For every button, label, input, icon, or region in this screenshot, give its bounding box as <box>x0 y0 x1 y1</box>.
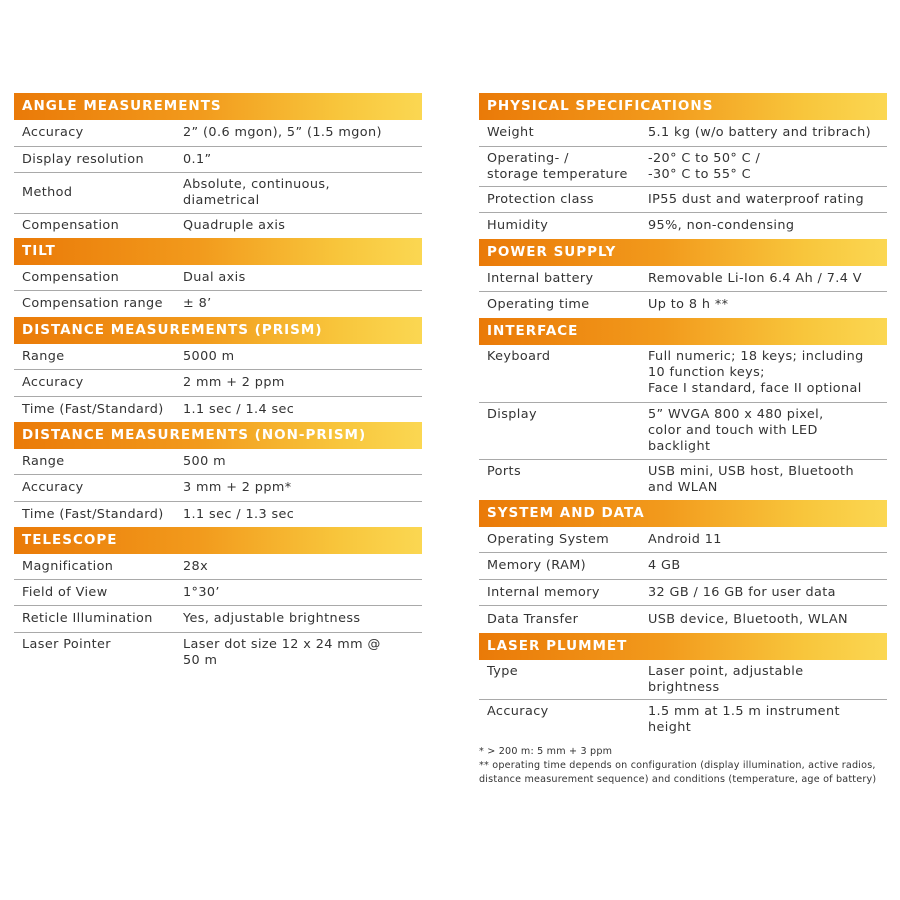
laser-plummet-section <box>479 633 887 742</box>
spec-label: Compensation <box>22 269 120 285</box>
spec-row <box>14 449 422 475</box>
spec-label: Magnification <box>22 558 114 574</box>
spec-label: Accuracy <box>487 704 549 719</box>
spec-label: Range <box>22 348 65 364</box>
spec-label: Humidity <box>487 218 549 233</box>
spec-value: Removable Li-Ion 6.4 Ah / 7.4 V <box>648 270 862 286</box>
section-header: DISTANCE MEASUREMENTS (PRISM) <box>14 317 422 344</box>
spec-label: Range <box>22 453 65 469</box>
spec-row <box>479 120 887 147</box>
system-and-data-section <box>479 500 887 633</box>
section-header: PHYSICAL SPECIFICATIONS <box>479 93 887 120</box>
section-header: SYSTEM AND DATA <box>479 500 887 527</box>
spec-value: Quadruple axis <box>183 218 286 233</box>
spec-row <box>479 403 887 460</box>
spec-label: Laser Pointer <box>22 637 111 652</box>
interface-section <box>479 318 887 500</box>
spec-value: 32 GB / 16 GB for user data <box>648 584 836 600</box>
spec-value: 5000 m <box>183 348 235 364</box>
spec-value: USB mini, USB host, Bluetooth and WLAN <box>648 464 854 495</box>
spec-label: Time (Fast/Standard) <box>22 401 164 417</box>
spec-label: Ports <box>487 464 522 479</box>
section-header: POWER SUPPLY <box>479 239 887 266</box>
spec-label: Display <box>487 407 537 422</box>
telescope-section <box>14 527 422 673</box>
spec-value: 4 GB <box>648 558 681 573</box>
section-header: ANGLE MEASUREMENTS <box>14 93 422 120</box>
footnotes <box>479 745 889 787</box>
spec-row <box>14 475 422 502</box>
section-header: INTERFACE <box>479 318 887 345</box>
spec-label: Field of View <box>22 584 108 600</box>
spec-value: Dual axis <box>183 269 246 285</box>
spec-label: Keyboard <box>487 349 551 364</box>
spec-row <box>479 345 887 403</box>
distance-non-prism-section <box>14 422 422 527</box>
spec-label: Compensation range <box>22 296 163 311</box>
spec-row <box>14 580 422 606</box>
spec-value: Yes, adjustable brightness <box>183 611 361 626</box>
spec-value: Laser point, adjustable brightness <box>648 664 804 695</box>
spec-value: 95%, non-condensing <box>648 218 795 233</box>
spec-row <box>479 553 887 580</box>
spec-value: IP55 dust and waterproof rating <box>648 191 865 207</box>
spec-value: 5” WVGA 800 x 480 pixel, color and touch with LED backlight <box>648 407 824 454</box>
spec-row <box>479 660 887 700</box>
spec-label: Memory (RAM) <box>487 558 587 573</box>
spec-label: Internal memory <box>487 584 600 600</box>
section-header: DISTANCE MEASUREMENTS (NON-PRISM) <box>14 422 422 449</box>
spec-row <box>14 397 422 422</box>
tilt-section <box>14 238 422 317</box>
spec-row <box>479 700 887 742</box>
spec-row <box>479 187 887 213</box>
footnote: ** operating time depends on configuration (display illumination, active radios, distance measurement sequence) and conditions (temperature, age of battery) <box>479 760 877 785</box>
spec-label: Internal battery <box>487 270 594 286</box>
spec-label: Operating time <box>487 297 590 312</box>
spec-value: Android 11 <box>648 531 722 547</box>
spec-value: ± 8’ <box>183 296 212 311</box>
spec-label: Accuracy <box>22 125 84 140</box>
spec-label: Time (Fast/Standard) <box>22 506 164 522</box>
spec-label: Reticle Illumination <box>22 611 153 626</box>
spec-value: 1.1 sec / 1.4 sec <box>183 401 295 417</box>
spec-row <box>14 606 422 633</box>
spec-value: 1.5 mm at 1.5 m instrument height <box>648 704 840 735</box>
spec-row <box>14 344 422 370</box>
section-header: LASER PLUMMET <box>479 633 887 660</box>
spec-value: 28x <box>183 558 209 574</box>
right-spec-column <box>479 93 887 742</box>
spec-row <box>14 120 422 147</box>
spec-value: 1°30’ <box>183 584 220 600</box>
spec-row <box>14 214 422 238</box>
spec-row <box>479 460 887 500</box>
spec-row <box>479 147 887 187</box>
footnote: * > 200 m: 5 mm + 3 ppm <box>479 746 613 757</box>
spec-row <box>14 291 422 317</box>
spec-label: Accuracy <box>22 480 84 495</box>
spec-row <box>14 554 422 580</box>
spec-row <box>479 266 887 292</box>
spec-value: 3 mm + 2 ppm* <box>183 480 292 495</box>
spec-value: 500 m <box>183 453 226 469</box>
left-spec-column <box>14 93 422 673</box>
spec-row <box>479 213 887 239</box>
spec-label: Accuracy <box>22 375 84 390</box>
spec-value: 2” (0.6 mgon), 5” (1.5 mgon) <box>183 125 382 140</box>
spec-label: Protection class <box>487 191 594 207</box>
spec-value: Absolute, continuous, diametrical <box>183 177 330 208</box>
spec-label: Compensation <box>22 218 120 233</box>
spec-value: Up to 8 h ** <box>648 297 729 312</box>
physical-specifications-section <box>479 93 887 239</box>
angle-measurements-section <box>14 93 422 238</box>
section-header: TILT <box>14 238 422 265</box>
spec-row <box>14 370 422 397</box>
spec-row <box>479 527 887 553</box>
spec-label: Method <box>22 185 73 200</box>
spec-label: Data Transfer <box>487 611 579 627</box>
power-supply-section <box>479 239 887 318</box>
spec-label: Display resolution <box>22 151 144 167</box>
spec-row <box>14 147 422 173</box>
distance-prism-section <box>14 317 422 422</box>
spec-row <box>14 173 422 214</box>
spec-row <box>479 606 887 633</box>
spec-label: Operating System <box>487 531 610 547</box>
section-header: TELESCOPE <box>14 527 422 554</box>
spec-row <box>14 633 422 673</box>
spec-value: 0.1” <box>183 151 212 167</box>
spec-value: 1.1 sec / 1.3 sec <box>183 506 295 522</box>
spec-row <box>14 265 422 291</box>
spec-value: USB device, Bluetooth, WLAN <box>648 611 848 627</box>
spec-value: 5.1 kg (w/o battery and tribrach) <box>648 125 872 140</box>
spec-row <box>479 580 887 606</box>
spec-label: Type <box>487 664 518 679</box>
spec-label: Weight <box>487 125 534 140</box>
spec-label: Operating- / storage temperature <box>487 150 628 182</box>
spec-value: -20° C to 50° C / -30° C to 55° C <box>648 150 761 182</box>
spec-value: 2 mm + 2 ppm <box>183 375 285 390</box>
spec-row <box>14 502 422 527</box>
spec-row <box>479 292 887 318</box>
spec-value: Full numeric; 18 keys; including 10 function keys; Face I standard, face II optional <box>648 349 864 396</box>
spec-value: Laser dot size 12 x 24 mm @ 50 m <box>183 637 381 668</box>
